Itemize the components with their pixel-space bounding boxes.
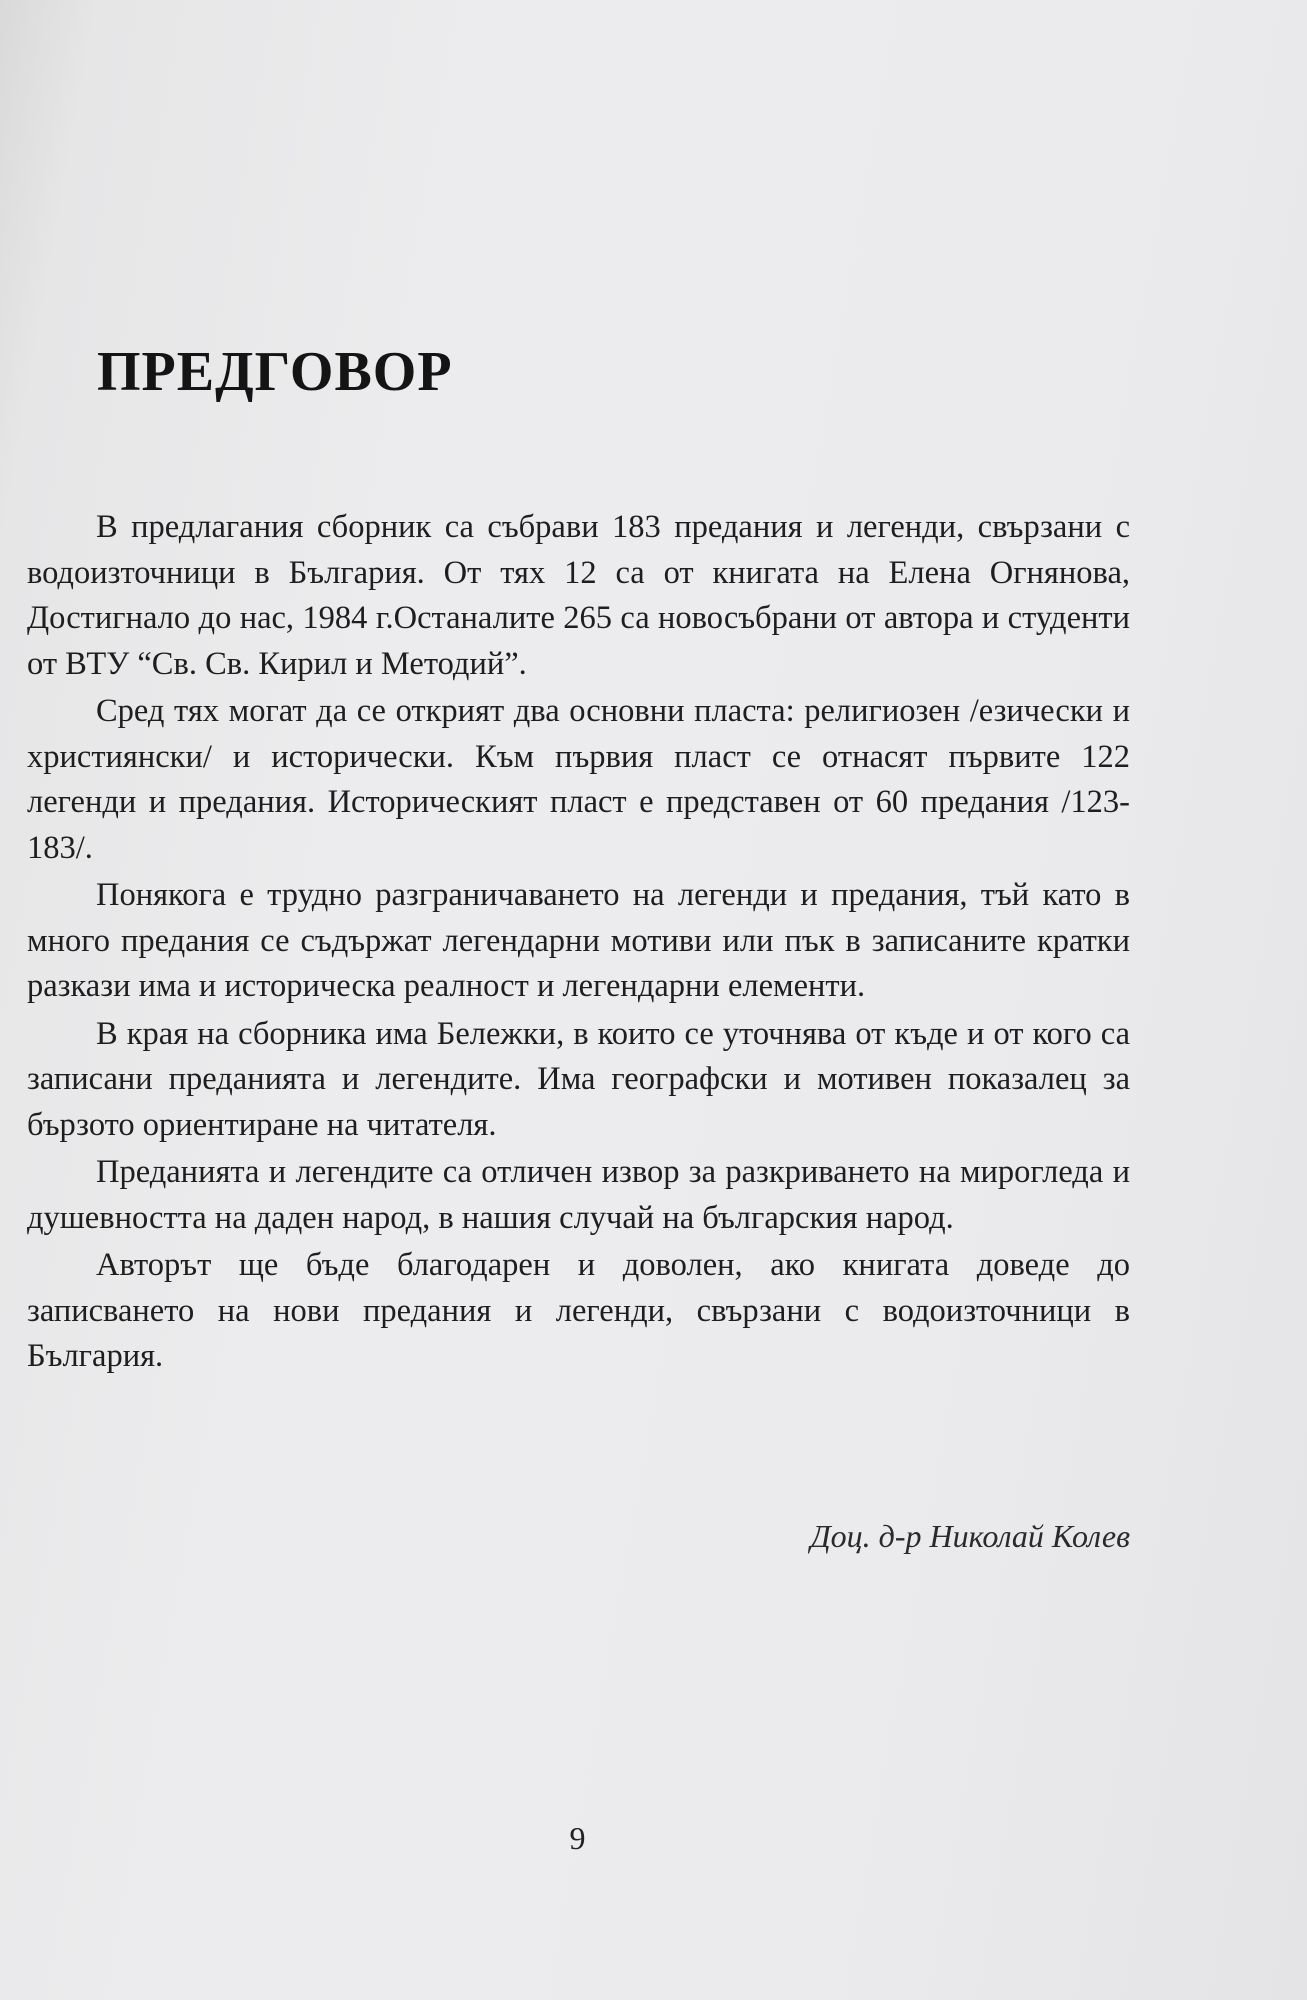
paragraph: В предлагания сборник са събрави 183 предания и легенди, свързани с водоизточници в България. От тях 12 са от книгата на Елена Огнянова, Достигнало до нас, 1984 г.Останалите 265 са новосъбрани от автора и студенти от ВТУ “Св. Св. Кирил и Методий”.	[27, 509, 1130, 682]
paragraph: Преданията и легендите са отличен извор за разкриването на мирогледа и душевността на даден народ, в нашия случай на българския народ.	[27, 1154, 1130, 1236]
author-signature: Доц. д-р Николай Колев	[810, 1518, 1130, 1554]
paragraph: Авторът ще бъде благодарен и доволен, ако книгата доведе до записването на нови предания и легенди, свързани с водоизточници в България.	[27, 1247, 1130, 1374]
page-number: 9	[569, 1820, 586, 1856]
paragraph: Сред тях могат да се открият два основни пласта: религиозен /езически и християнски/ и исторически. Към първия пласт се отнасят първите 122 легенди и предания. Историческият пласт е представен от 60 предания /123-183/.	[27, 693, 1130, 866]
preface-body	[27, 505, 1130, 1382]
paragraph: В края на сборника има Бележки, в които се уточнява от къде и от кого са записани преданията и легендите. Има географски и мотивен показалец за бързото ориентиране на читателя.	[27, 1015, 1130, 1143]
page-title: ПРЕДГОВОР	[97, 341, 453, 403]
paragraph: Понякога е трудно разграничаването на легенди и предания, тъй като в много предания се съдържат легендарни мотиви или пък в записаните кратки разкази има и историческа реалност и легендарни елементи.	[27, 877, 1130, 1004]
